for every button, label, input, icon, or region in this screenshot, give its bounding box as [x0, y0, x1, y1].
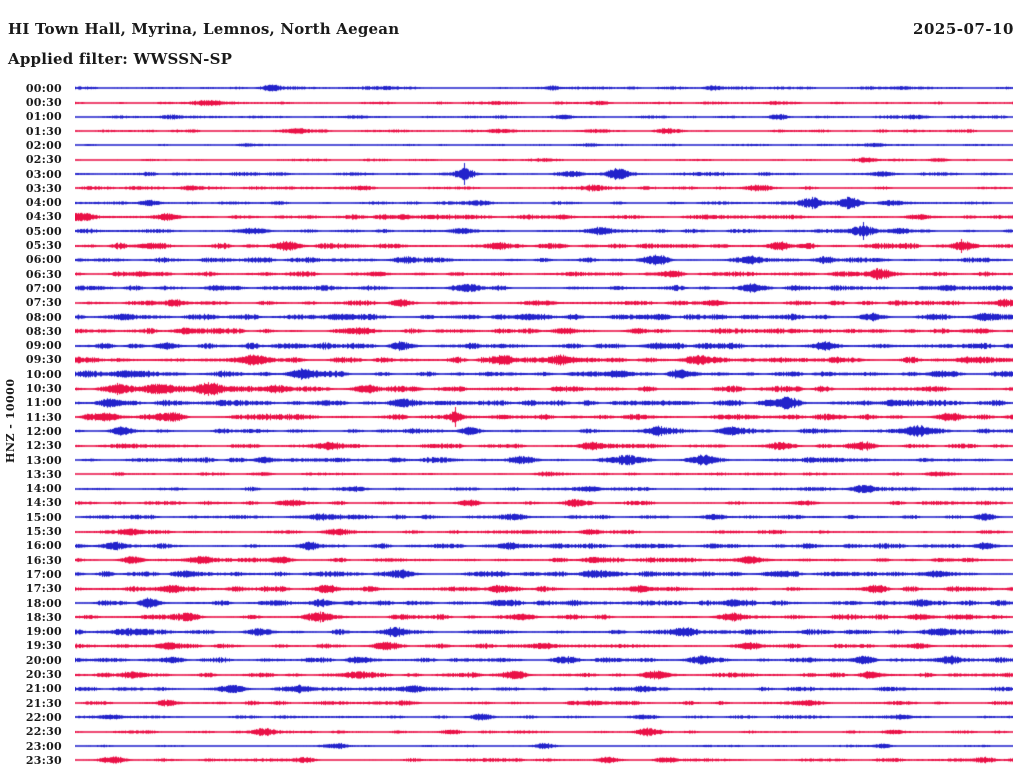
time-label-0430: 04:30	[25, 210, 62, 224]
time-label-1700: 17:00	[25, 567, 62, 581]
time-label-1230: 12:30	[25, 439, 62, 453]
time-label-0330: 03:30	[25, 181, 62, 195]
date-label: 2025-07-10	[913, 20, 1014, 38]
time-label-2230: 22:30	[25, 725, 62, 739]
time-label-1430: 14:30	[25, 496, 62, 510]
time-label-0230: 02:30	[25, 153, 62, 167]
time-label-1400: 14:00	[25, 482, 62, 496]
time-label-1830: 18:30	[25, 610, 62, 624]
time-label-1200: 12:00	[25, 424, 62, 438]
time-label-0900: 09:00	[25, 339, 62, 353]
time-label-0530: 05:30	[25, 239, 62, 253]
time-label-2300: 23:00	[25, 739, 62, 753]
time-label-1130: 11:30	[25, 410, 62, 424]
time-label-1300: 13:00	[25, 453, 62, 467]
applied-filter-label: Applied filter: WWSSN-SP	[8, 50, 233, 68]
time-label-0500: 05:00	[25, 224, 62, 238]
time-label-0400: 04:00	[25, 196, 62, 210]
time-label-2100: 21:00	[25, 682, 62, 696]
time-label-0000: 00:00	[25, 81, 62, 95]
time-label-0130: 01:30	[25, 124, 62, 138]
time-label-1930: 19:30	[25, 639, 62, 653]
time-label-0830: 08:30	[25, 324, 62, 338]
time-label-1730: 17:30	[25, 582, 62, 596]
time-label-1630: 16:30	[25, 553, 62, 567]
time-label-0100: 01:00	[25, 110, 62, 124]
time-label-1800: 18:00	[25, 596, 62, 610]
time-label-2130: 21:30	[25, 696, 62, 710]
time-label-2200: 22:00	[25, 710, 62, 724]
time-label-2330: 23:30	[25, 753, 62, 767]
time-label-0200: 02:00	[25, 138, 62, 152]
channel-scale-label: HNZ - 10000	[4, 378, 17, 463]
time-label-1030: 10:30	[25, 382, 62, 396]
time-label-0700: 07:00	[25, 281, 62, 295]
time-label-0300: 03:00	[25, 167, 62, 181]
time-label-0030: 00:30	[25, 96, 62, 110]
time-label-2030: 20:30	[25, 668, 62, 681]
time-axis-labels	[0, 0, 70, 780]
time-label-1600: 16:00	[25, 539, 62, 553]
time-label-1330: 13:30	[25, 467, 62, 481]
time-label-0800: 08:00	[25, 310, 62, 324]
time-label-1100: 11:00	[25, 396, 62, 410]
time-label-1530: 15:30	[25, 525, 62, 539]
time-label-1500: 15:00	[25, 510, 62, 524]
time-label-0730: 07:30	[25, 296, 62, 310]
time-label-0630: 06:30	[25, 267, 62, 281]
time-label-2000: 20:00	[25, 653, 62, 667]
time-label-0600: 06:00	[25, 253, 62, 267]
time-label-1000: 10:00	[25, 367, 62, 381]
time-label-1900: 19:00	[25, 625, 62, 639]
station-title: HI Town Hall, Myrina, Lemnos, North Aegean	[8, 20, 400, 38]
seismogram-trace-canvas	[75, 80, 1013, 772]
time-label-0930: 09:30	[25, 353, 62, 367]
